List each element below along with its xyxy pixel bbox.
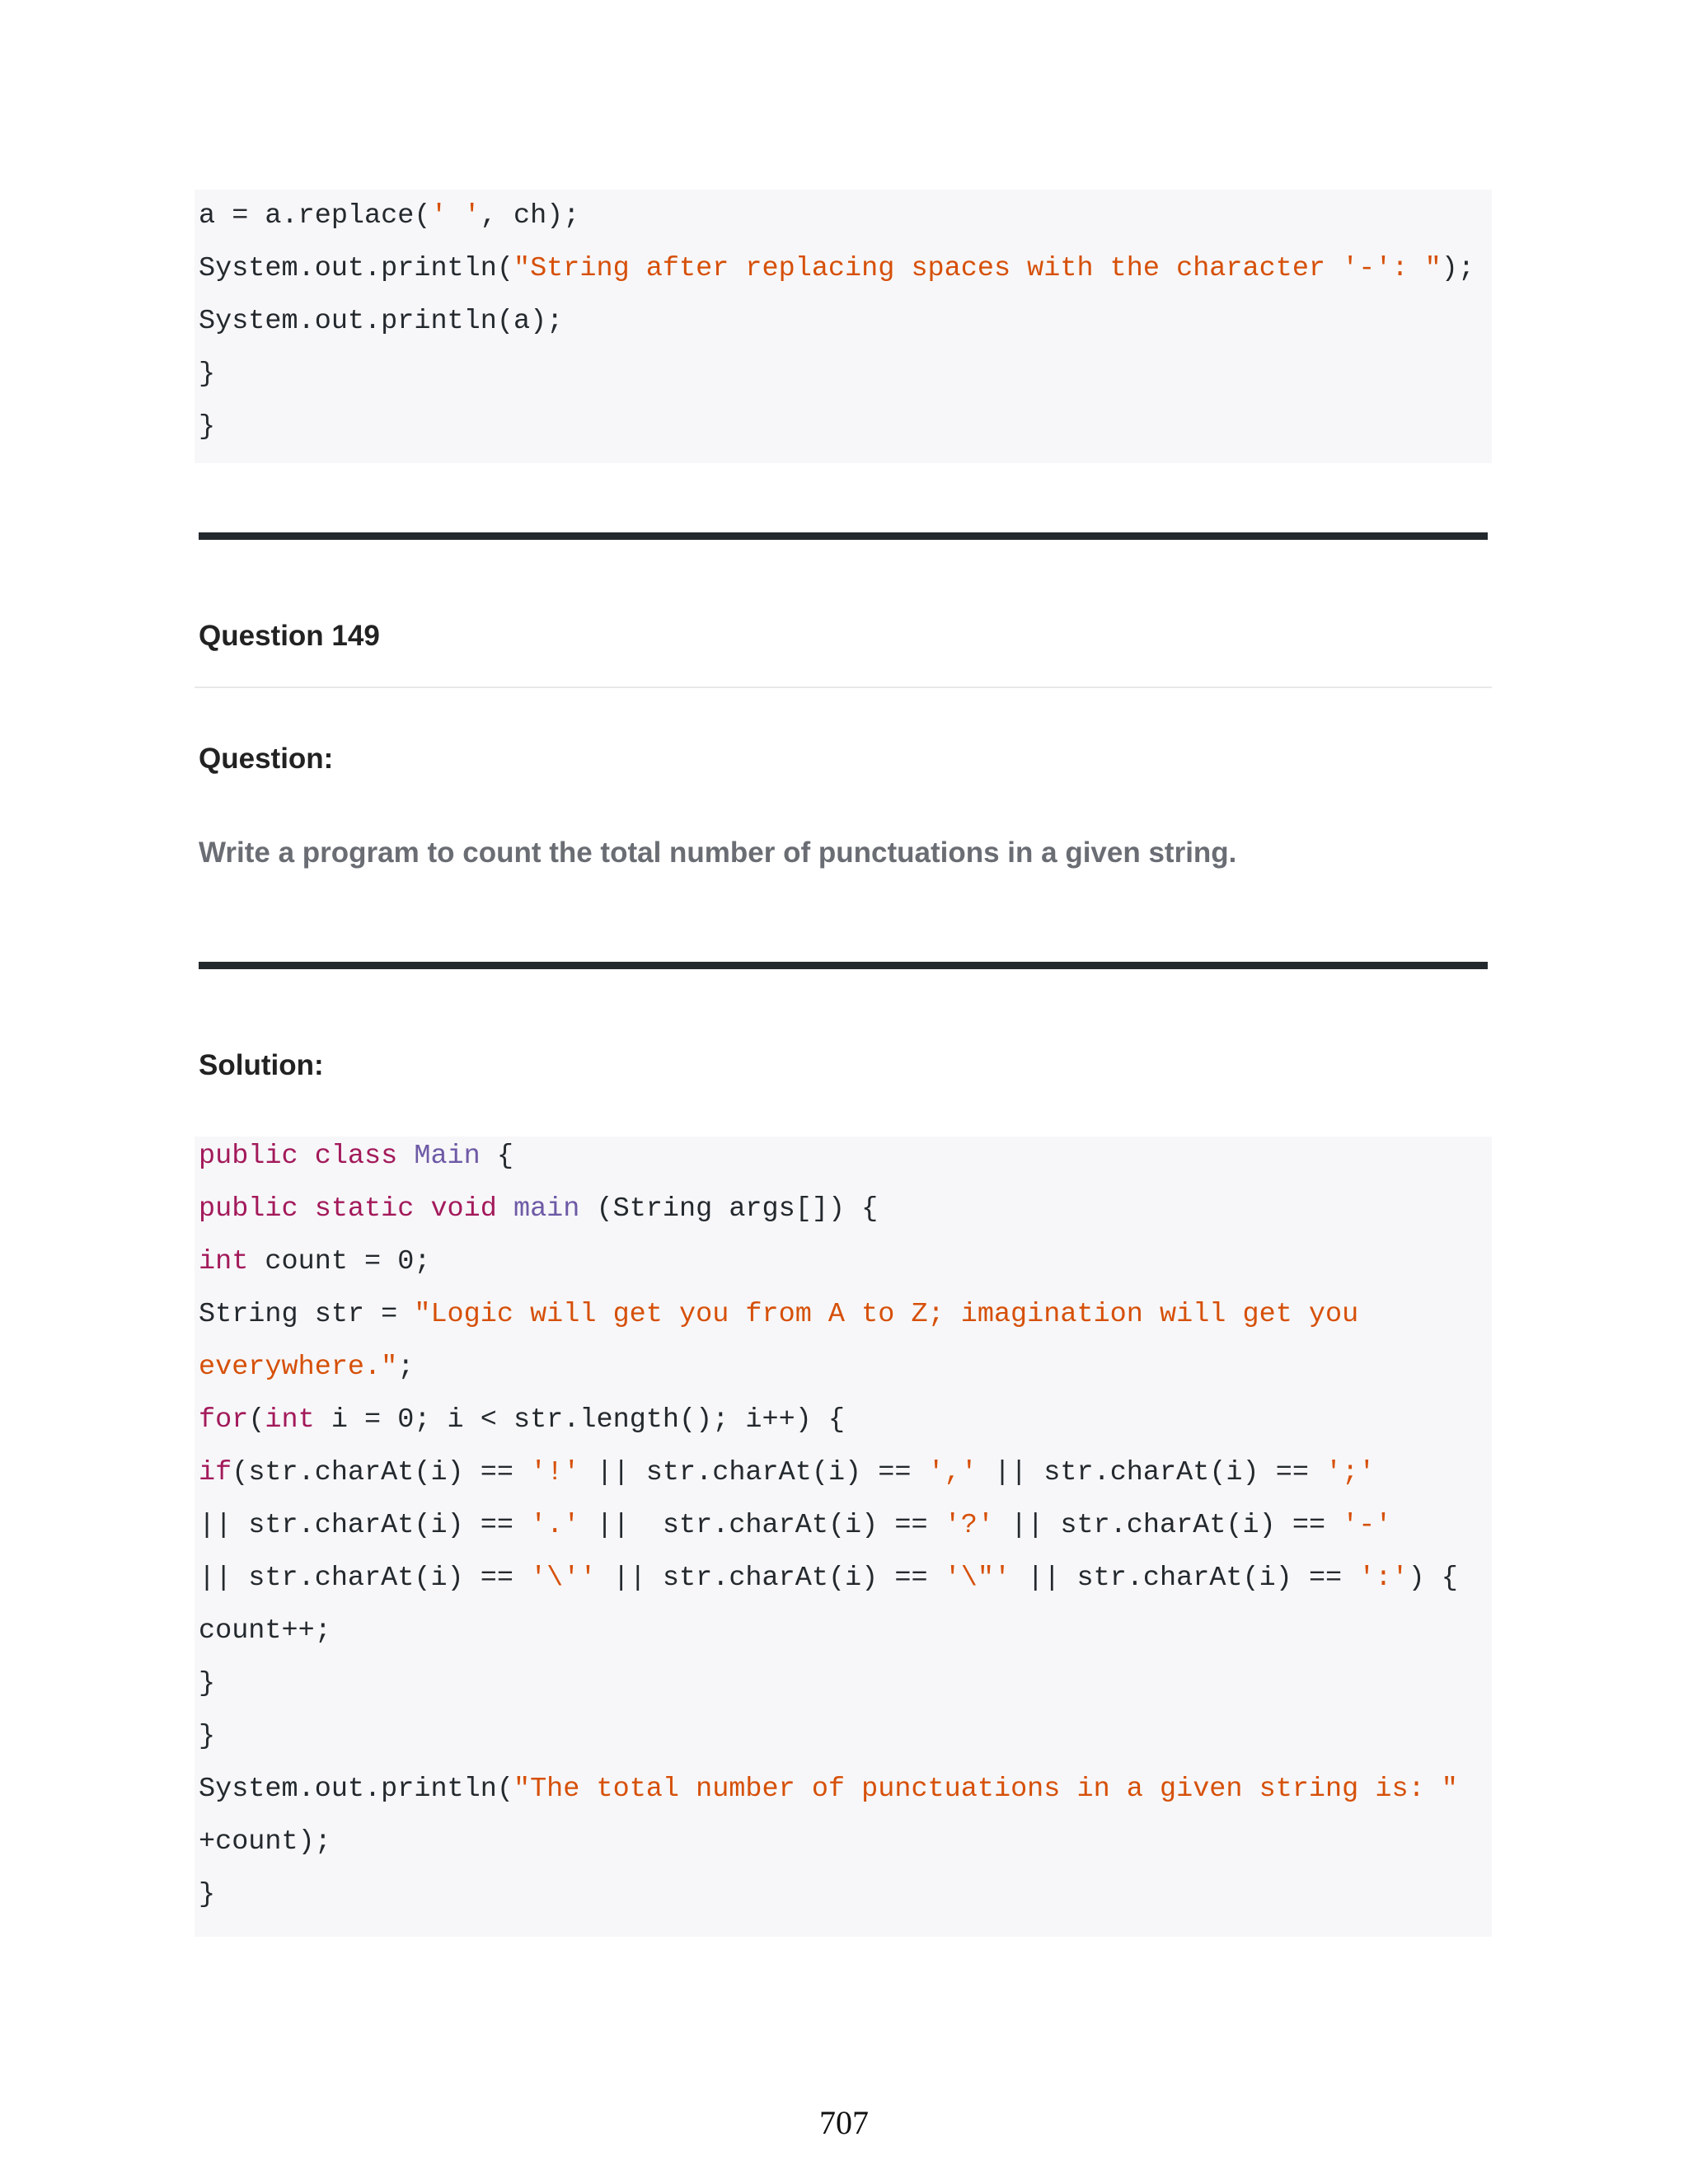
- code-token: '\'': [530, 1563, 597, 1594]
- code-token: count = 0;: [248, 1246, 431, 1277]
- code-token: public static void: [199, 1193, 513, 1225]
- solution-label: Solution:: [199, 1049, 324, 1081]
- code-line: [195, 1183, 1492, 1235]
- code-token: (str.charAt(i) ==: [232, 1457, 531, 1488]
- code-line: [195, 1394, 1492, 1446]
- code-token: Main: [414, 1141, 481, 1172]
- code-token: '-': [1342, 1510, 1392, 1541]
- code-token: ' ': [430, 200, 481, 232]
- question-text: Write a program to count the total number of punctuations in a given string.: [199, 837, 1237, 869]
- code-line: [195, 1446, 1492, 1499]
- code-token: int: [265, 1404, 315, 1436]
- code-token: '.': [530, 1510, 580, 1541]
- code-token: "String after replacing spaces with the character '-': ": [513, 253, 1442, 284]
- code-line: [195, 1763, 1492, 1816]
- code-token: }: [199, 1879, 216, 1910]
- section-divider: [199, 532, 1488, 540]
- code-token: }: [199, 359, 216, 390]
- code-token: public class: [199, 1141, 415, 1172]
- code-line: [195, 1816, 1492, 1868]
- code-token: );: [1441, 253, 1475, 284]
- code-token: || str.charAt(i) ==: [993, 1510, 1343, 1541]
- code-token: for: [199, 1404, 249, 1436]
- code-token: System.out.println(a);: [199, 306, 564, 337]
- code-line: [195, 1288, 1492, 1341]
- code-token: System.out.println(: [199, 1774, 513, 1805]
- code-line: [195, 1710, 1492, 1763]
- code-token: i = 0; i < str.length(); i++) {: [314, 1404, 846, 1436]
- code-block-solution: [195, 1137, 1492, 1937]
- code-token: ';': [1325, 1457, 1376, 1488]
- code-line: [195, 1130, 1492, 1183]
- code-token: }: [199, 1721, 216, 1752]
- code-token: "The total number of punctuations in a given string is: ": [513, 1774, 1458, 1805]
- code-token: System.out.println(: [199, 253, 513, 284]
- code-token: || str.charAt(i) ==: [1010, 1563, 1359, 1594]
- code-token: ',': [927, 1457, 978, 1488]
- heading-underline: [195, 687, 1492, 688]
- code-token: count++;: [199, 1615, 331, 1647]
- code-token: }: [199, 411, 216, 443]
- code-token: (String args[]) {: [579, 1193, 879, 1225]
- code-token: || str.charAt(i) ==: [199, 1563, 531, 1594]
- code-token: || str.charAt(i) ==: [977, 1457, 1326, 1488]
- code-line: [195, 190, 1492, 242]
- code-block-previous: [195, 190, 1492, 463]
- code-token: +count);: [199, 1826, 331, 1858]
- code-token: "Logic will get you from A to Z; imagination will get you: [414, 1299, 1359, 1330]
- question-heading: Question 149: [199, 620, 380, 652]
- code-line: [195, 242, 1492, 295]
- code-line: [195, 348, 1492, 401]
- code-token: main: [513, 1193, 580, 1225]
- code-line: [195, 1868, 1492, 1921]
- code-token: || str.charAt(i) ==: [579, 1510, 945, 1541]
- code-token: '?': [944, 1510, 994, 1541]
- code-line: [195, 1341, 1492, 1394]
- code-token: || str.charAt(i) ==: [199, 1510, 531, 1541]
- code-token: everywhere.": [199, 1352, 398, 1383]
- code-line: [195, 401, 1492, 453]
- code-token: {: [480, 1141, 513, 1172]
- code-line: [195, 1552, 1492, 1605]
- section-divider: [199, 962, 1488, 969]
- page-number: 707: [819, 2104, 869, 2141]
- code-line: [195, 1657, 1492, 1710]
- code-token: '!': [530, 1457, 580, 1488]
- code-line: [195, 295, 1492, 348]
- code-token: '\"': [944, 1563, 1011, 1594]
- question-label: Question:: [199, 743, 334, 775]
- code-token: if: [199, 1457, 232, 1488]
- code-token: a = a.replace(: [199, 200, 431, 232]
- code-token: (: [248, 1404, 265, 1436]
- code-line: [195, 1499, 1492, 1552]
- code-token: ) {: [1408, 1563, 1458, 1594]
- code-token: || str.charAt(i) ==: [579, 1457, 928, 1488]
- code-token: int: [199, 1246, 249, 1277]
- code-token: }: [199, 1668, 216, 1699]
- code-line: [195, 1235, 1492, 1288]
- code-token: || str.charAt(i) ==: [596, 1563, 945, 1594]
- code-token: ':': [1358, 1563, 1409, 1594]
- code-token: String str =: [199, 1299, 415, 1330]
- code-token: ;: [397, 1352, 415, 1383]
- code-token: , ch);: [480, 200, 580, 232]
- code-line: [195, 1605, 1492, 1657]
